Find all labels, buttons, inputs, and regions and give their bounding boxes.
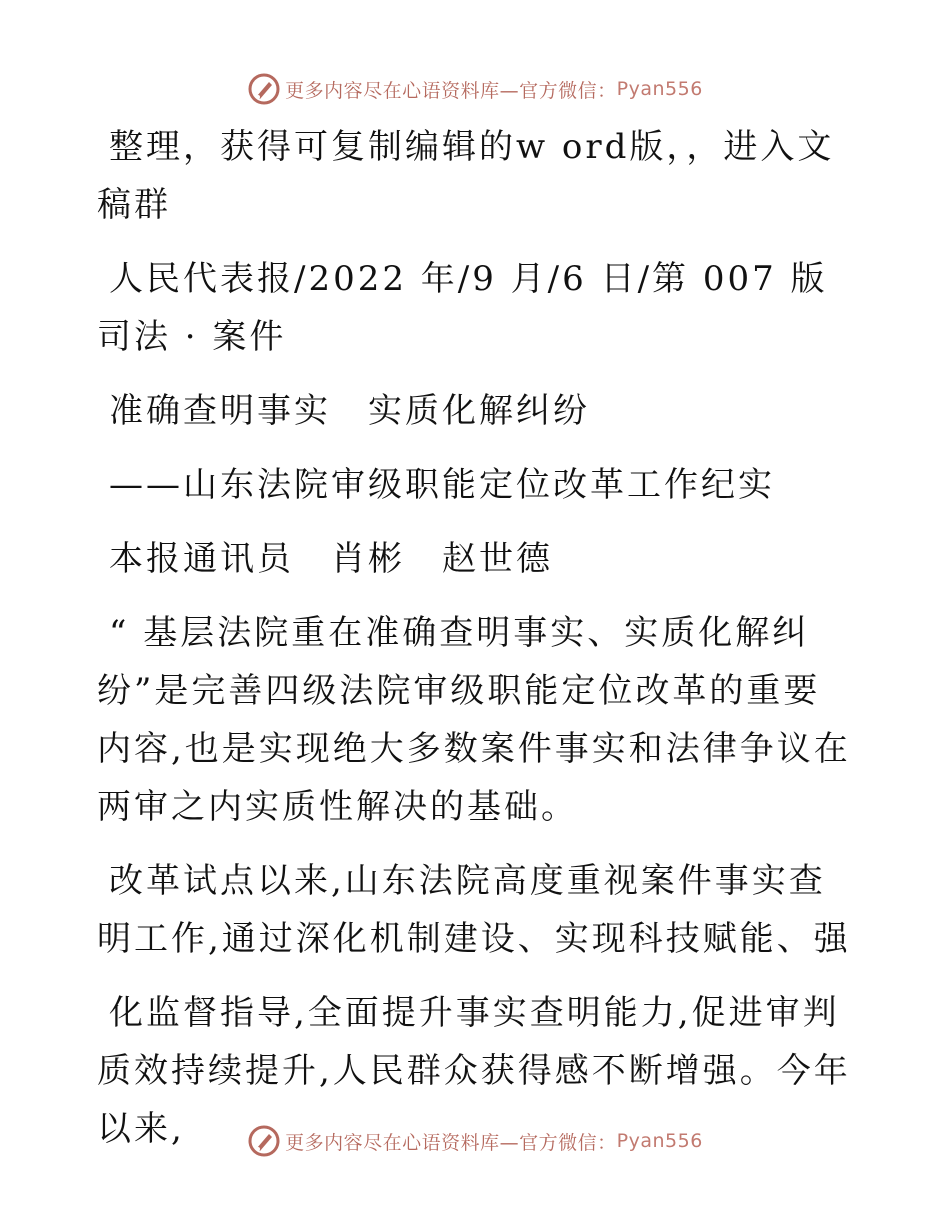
article-title: 准确查明事实 实质化解纠纷 bbox=[109, 391, 590, 431]
watermark-account: Pyan556 bbox=[616, 78, 703, 100]
paragraph-body-2: 改革试点以来,山东法院高度重视案件事实查明工作,通过深化机制建设、实现科技赋能、强 bbox=[97, 861, 851, 959]
pen-logo-icon bbox=[247, 72, 281, 106]
watermark-text: 更多内容尽在心语资料库—官方微信： bbox=[285, 79, 617, 102]
paragraph-intro: 整理，获得可复制编辑的w ord版，，进入文稿群 bbox=[97, 127, 835, 225]
header-watermark bbox=[0, 72, 950, 106]
pen-logo-icon bbox=[247, 1124, 281, 1158]
paragraph-body-3: 化监督指导,全面提升事实查明能力,促进审判质效持续提升,人民群众获得感不断增强。今年以来, bbox=[97, 993, 851, 1149]
paragraph-source: 人民代表报/2022 年/9 月/6 日/第 007 版司法 · 案件 bbox=[97, 259, 828, 357]
document-body bbox=[97, 118, 857, 1174]
watermark-text: 更多内容尽在心语资料库—官方微信： bbox=[285, 1131, 617, 1154]
paragraph-body-1: “ 基层法院重在准确查明事实、实质化解纠纷”是完善四级法院审级职能定位改革的重要内容,也是实现绝大多数案件事实和法律争议在两审之内实质性解决的基础。 bbox=[97, 613, 851, 827]
watermark-account: Pyan556 bbox=[616, 1130, 703, 1152]
footer-watermark bbox=[0, 1124, 950, 1158]
article-byline: 本报通讯员 肖彬 赵世德 bbox=[109, 539, 553, 579]
article-subtitle: ——山东法院审级职能定位改革工作纪实 bbox=[109, 465, 775, 505]
